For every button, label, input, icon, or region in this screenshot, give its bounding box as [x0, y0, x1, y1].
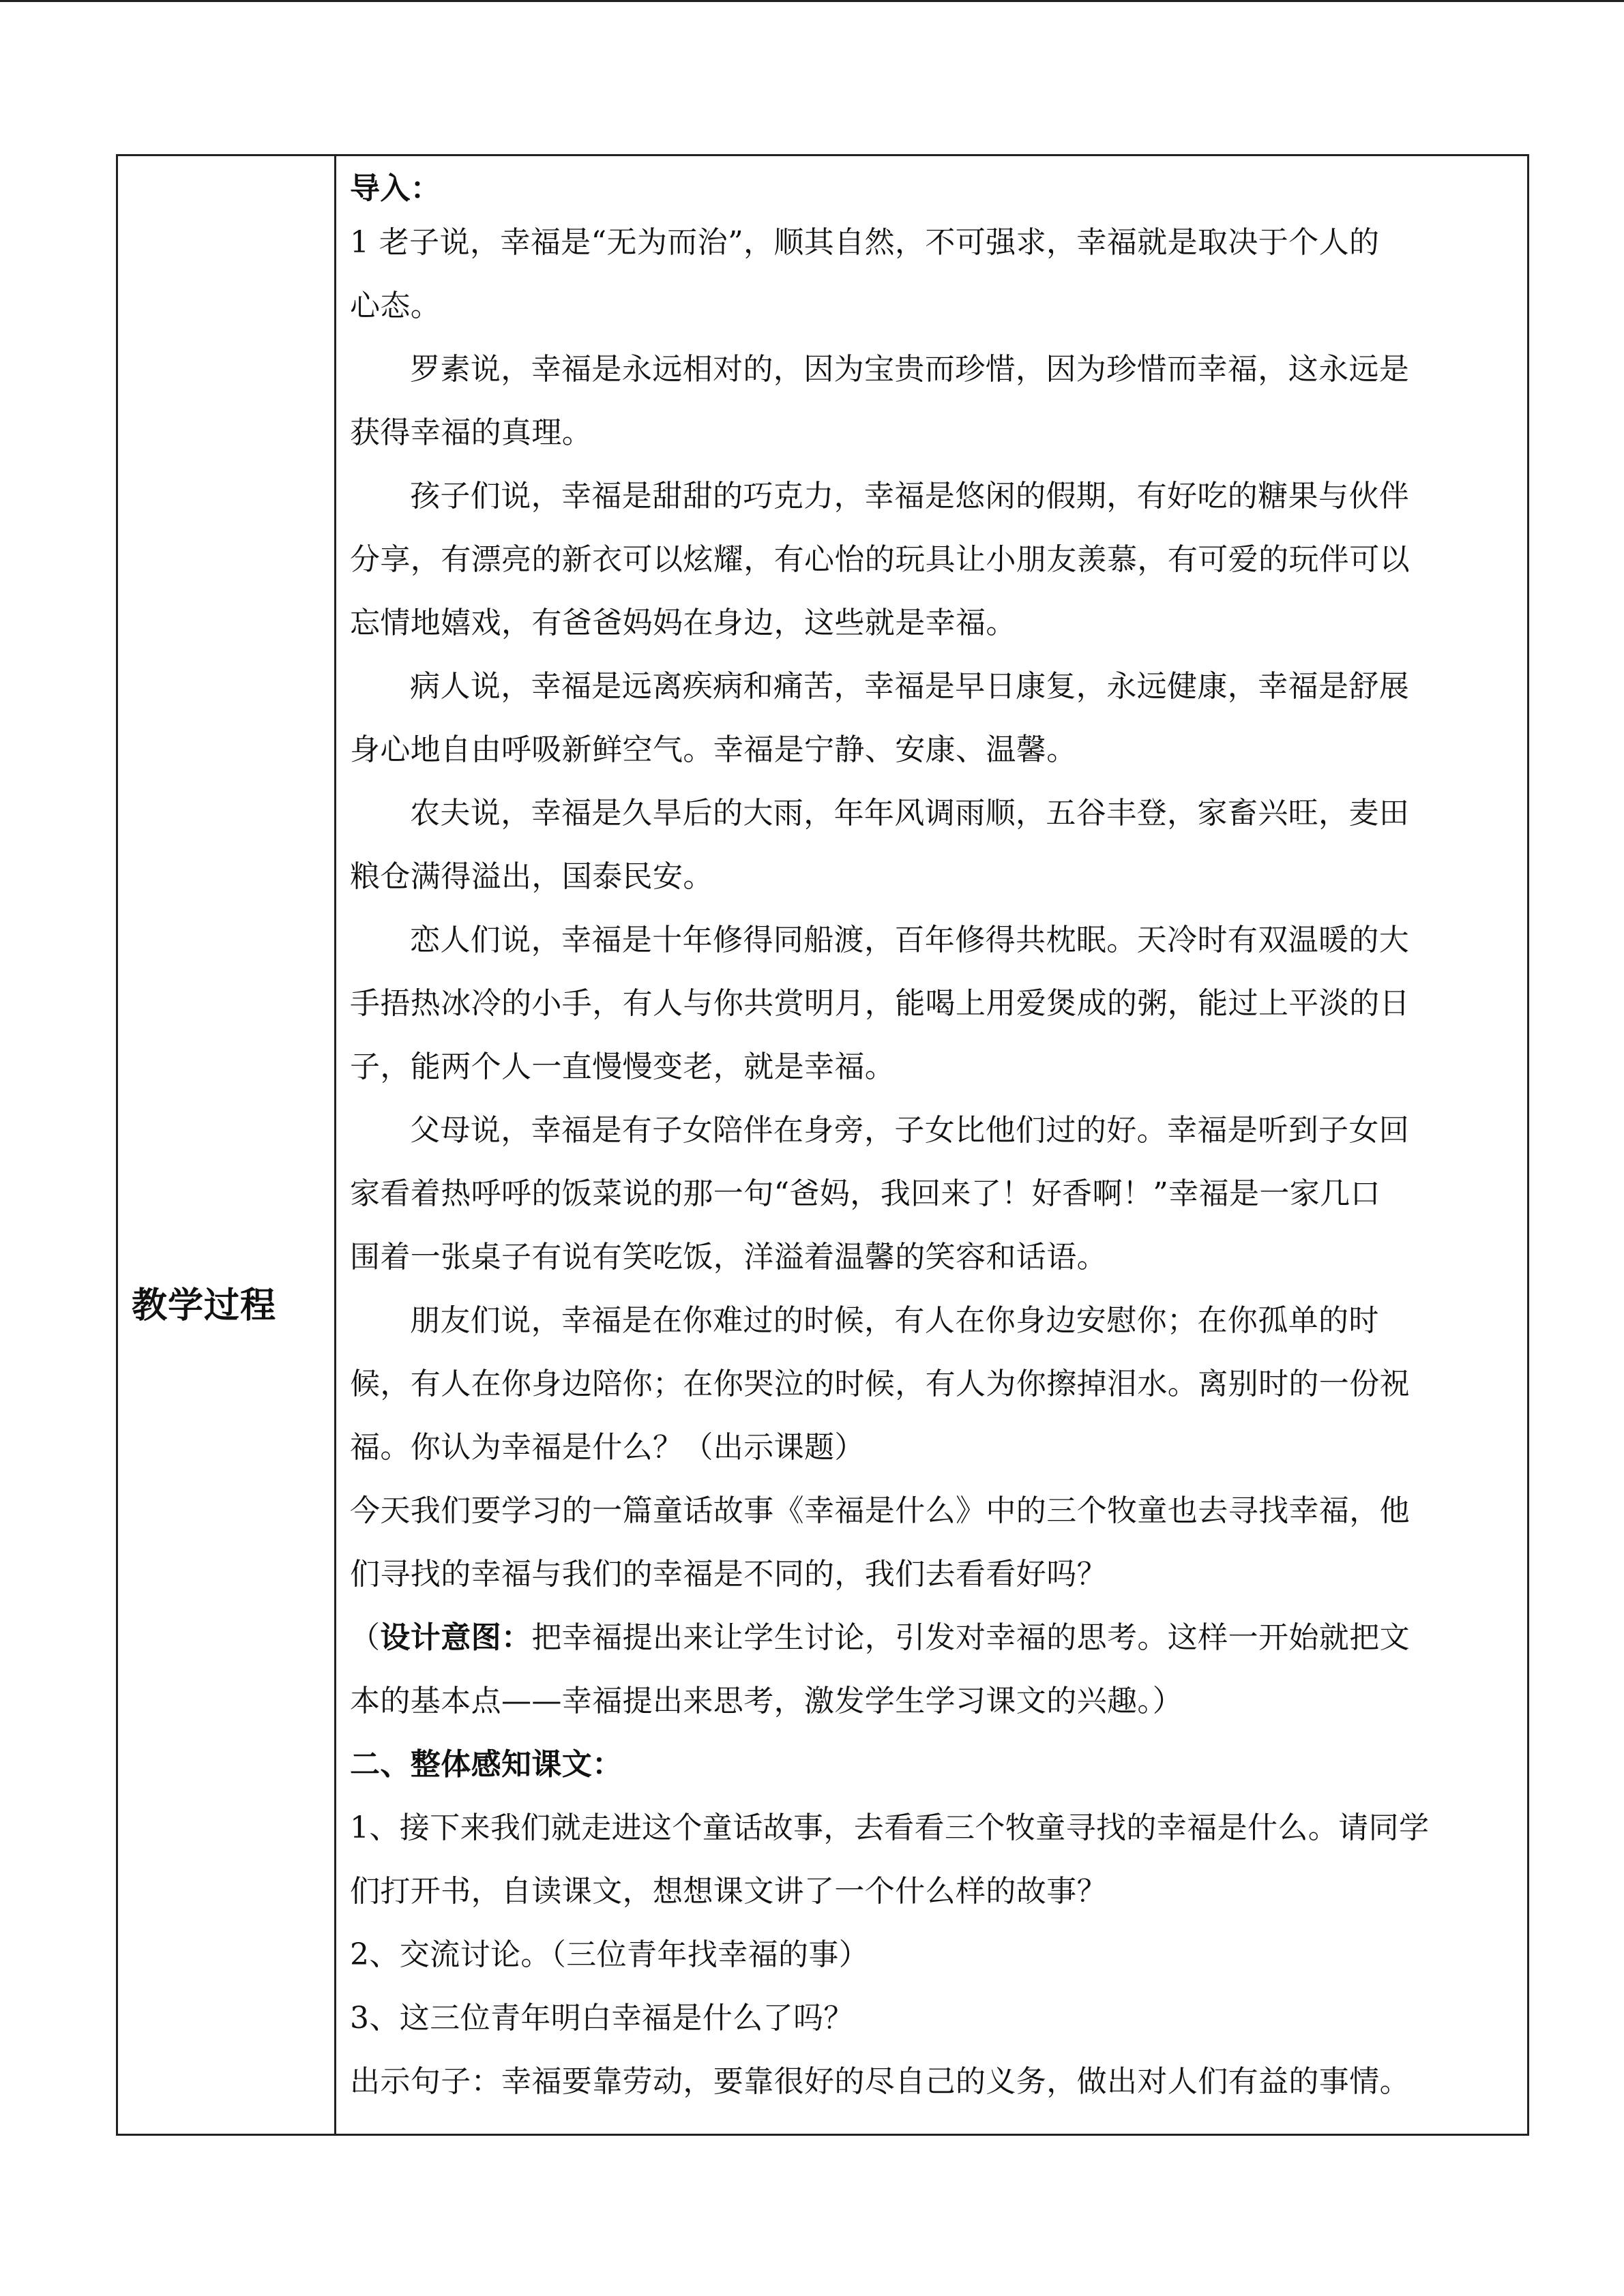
content-line: 罗素说，幸福是永远相对的，因为宝贵而珍惜，因为珍惜而幸福，这永远是	[410, 352, 1410, 387]
line-text: 把幸福提出来让学生讨论，引发对幸福的思考。这样一开始就把文	[531, 1620, 1411, 1655]
content-line: 导入：	[350, 171, 441, 206]
content-line: 分享，有漂亮的新衣可以炫耀，有心怡的玩具让小朋友羡慕，有可爱的玩伴可以	[350, 542, 1410, 577]
content-line: 1、接下来我们就走进这个童话故事，去看看三个牧童寻找的幸福是什么。请同学	[350, 1810, 1430, 1845]
content-line: 粮仓满得溢出，国泰民安。	[350, 859, 713, 894]
content-line: 心态。	[350, 288, 441, 323]
content-line: 们寻找的幸福与我们的幸福是不同的，我们去看看好吗？	[350, 1557, 1107, 1592]
page-top-border	[0, 0, 1624, 2]
content-line: 家看着热呼呼的饭菜说的那一句“爸妈，我回来了！好香啊！”幸福是一家几口	[350, 1176, 1381, 1211]
content-cell	[336, 156, 1527, 2134]
content-line	[350, 1606, 1514, 1669]
content-line: 获得幸福的真理。	[350, 415, 593, 450]
content-line: 们打开书，自读课文，想想课文讲了一个什么样的故事？	[350, 1874, 1107, 1909]
content-line: 朋友们说，幸福是在你难过的时候，有人在你身边安慰你；在你孤单的时	[410, 1303, 1379, 1338]
content-line: 恋人们说，幸福是十年修得同船渡，百年修得共枕眠。天冷时有双温暖的大	[410, 923, 1410, 957]
content-line: 福。你认为幸福是什么？（出示课题）	[350, 1430, 865, 1465]
lesson-plan-table	[116, 154, 1529, 2136]
content-line: 父母说，幸福是有子女陪伴在身旁，子女比他们过的好。幸福是听到子女回	[410, 1113, 1410, 1148]
row-label: 教学过程	[132, 1285, 277, 1326]
line-prefix: （	[350, 1620, 381, 1655]
content-line: 病人说，幸福是远离疾病和痛苦，幸福是早日康复，永远健康，幸福是舒展	[410, 669, 1410, 704]
content-line: 二、整体感知课文：	[350, 1747, 623, 1782]
content-line: 2、交流讨论。（三位青年找幸福的事）	[350, 1937, 870, 1972]
content-line: 手捂热冰冷的小手，有人与你共赏明月，能喝上用爱煲成的粥，能过上平淡的日	[350, 986, 1410, 1021]
content-line: 孩子们说，幸福是甜甜的巧克力，幸福是悠闲的假期，有好吃的糖果与伙伴	[410, 479, 1410, 513]
design-intent-label: 设计意图：	[380, 1620, 532, 1655]
content-line: 出示句子：幸福要靠劳动，要靠很好的尽自己的义务，做出对人们有益的事情。	[350, 2064, 1410, 2099]
row-label-cell	[118, 156, 336, 2134]
content-line: 围着一张桌子有说有笑吃饭，洋溢着温馨的笑容和话语。	[350, 1240, 1107, 1274]
content-line: 身心地自由呼吸新鲜空气。幸福是宁静、安康、温馨。	[350, 732, 1077, 767]
content-line: 忘情地嬉戏，有爸爸妈妈在身边，这些就是幸福。	[350, 606, 1016, 640]
content-line: 农夫说，幸福是久旱后的大雨，年年风调雨顺，五谷丰登，家畜兴旺，麦田	[410, 796, 1410, 831]
content-line: 本的基本点——幸福提出来思考，激发学生学习课文的兴趣。）	[350, 1684, 1183, 1718]
content-line: 今天我们要学习的一篇童话故事《幸福是什么》中的三个牧童也去寻找幸福，他	[350, 1493, 1410, 1528]
content-line: 子，能两个人一直慢慢变老，就是幸福。	[350, 1049, 896, 1084]
content-line: 候，有人在你身边陪你；在你哭泣的时候，有人为你擦掉泪水。离别时的一份祝	[350, 1367, 1410, 1401]
content-line: 1 老子说，幸福是“无为而治”，顺其自然，不可强求，幸福就是取决于个人的	[350, 225, 1380, 260]
content-line: 3、这三位青年明白幸福是什么了吗？	[350, 2001, 854, 2036]
